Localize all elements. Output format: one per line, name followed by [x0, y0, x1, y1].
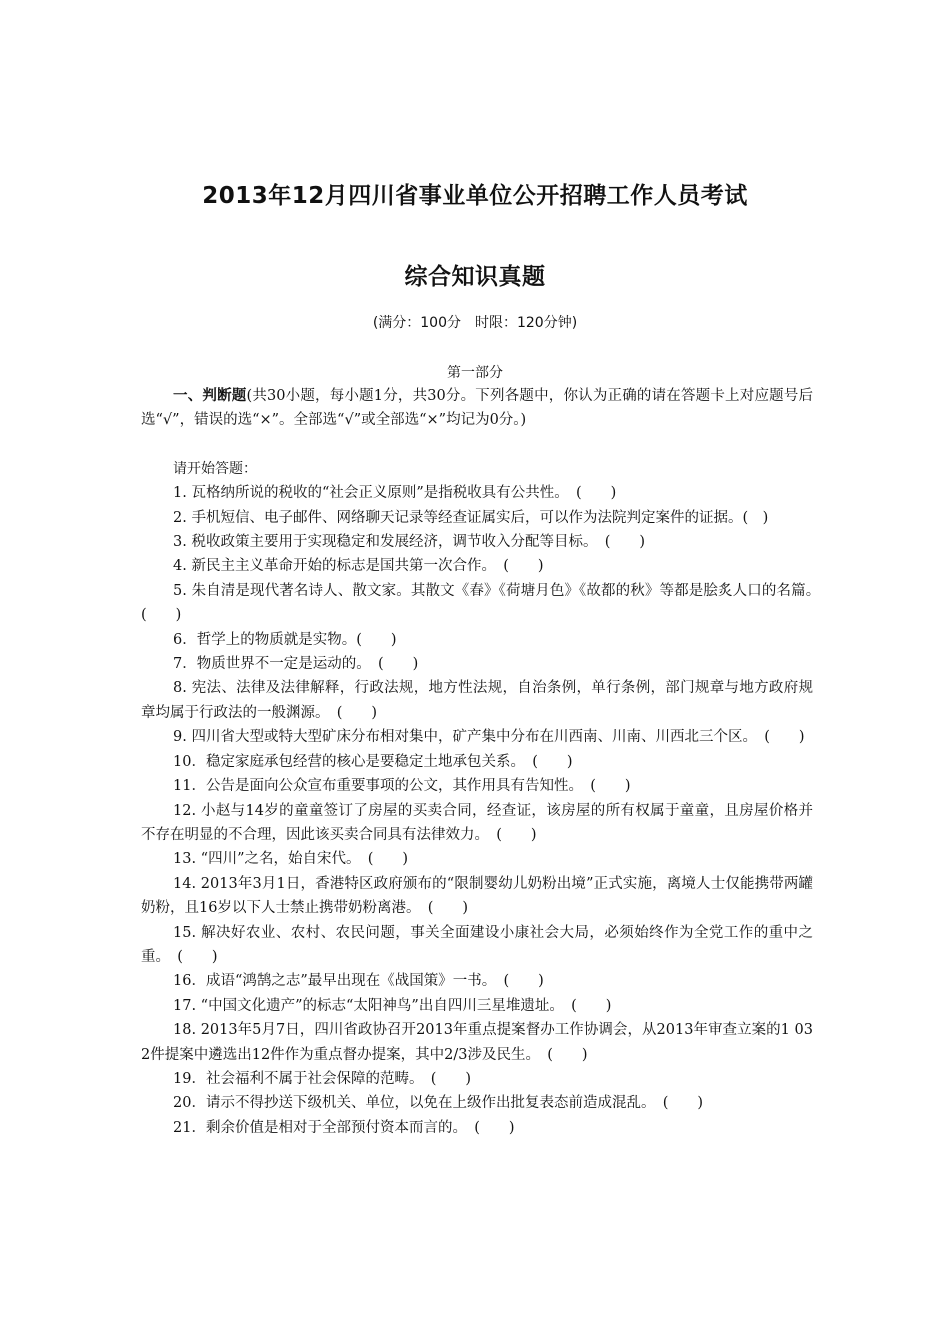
document-title-line2: 综合知识真题 [404, 264, 546, 290]
question: 2. 手机短信、电子邮件、网络聊天记录等经查证属实后，可以作为法院判定案件的证据。( ) [173, 509, 769, 526]
question: 11．公告是面向公众宣布重要事项的公文，其作用具有告知性。 ( ) [173, 778, 631, 795]
question: 20．请示不得抄送下级机关、单位，以免在上级作出批复表态前造成混乱。 ( ) [173, 1095, 704, 1112]
section-head: 一、判断题 [173, 388, 247, 404]
question: 4. 新民主主义革命开始的标志是国共第一次合作。 ( ) [173, 558, 544, 575]
question: 8. 宪法、法律及法律解释，行政法规，地方性法规，自治条例，单行条例，部门规章与地方政府规章均属于行政法的一般渊源。 ( ) [141, 680, 813, 721]
document-body [141, 384, 828, 1140]
question: 6．哲学上的物质就是实物。( ) [173, 631, 397, 648]
question: 1. 瓦格纳所说的税收的“社会正义原则”是指税收具有公共性。 ( ) [173, 485, 617, 502]
document-title-line1: 2013年12月四川省事业单位公开招聘工作人员考试 [202, 183, 748, 209]
section-instructions-text: (共30小题，每小题1分，共30分。下列各题中，你认为正确的请在答题卡上对应题号后选“√”，错误的选“×”。全部选“√”或全部选“×”均记为0分。) [141, 388, 814, 429]
question: 10．稳定家庭承包经营的核心是要稳定土地承包关系。 ( ) [173, 753, 573, 770]
question: 21．剩余价值是相对于全部预付资本而言的。 ( ) [173, 1119, 515, 1136]
question: 12. 小赵与14岁的童童签订了房屋的买卖合同，经查证，该房屋的所有权属于童童，且房屋价格并不存在明显的不合理，因此该买卖合同具有法律效力。 ( ) [141, 802, 813, 843]
question: 14. 2013年3月1日，香港特区政府颁布的“限制婴幼儿奶粉出境”正式实施，离境人士仅能携带两罐奶粉，且16岁以下人士禁止携带奶粉离港。 ( ) [141, 875, 813, 917]
question: 9. 四川省大型或特大型矿床分布相对集中，矿产集中分布在川西南、川南、川西北三个区。 ( ) [173, 729, 805, 746]
section-instructions [141, 384, 813, 433]
question: 13. “四川”之名，始自宋代。 ( ) [173, 851, 409, 868]
question: 5. 朱自清是现代著名诗人、散文家。其散文《春》《荷塘月色》《故都的秋》等都是脍炙人口的名篇。 ( ) [141, 582, 828, 624]
question: 15. 解决好农业、农村、农民问题，事关全面建设小康社会大局，必须始终作为全党工作的重中之重。 ( ) [141, 924, 813, 965]
question: 18. 2013年5月7日，四川省政协召开2013年重点提案督办工作协调会，从2013年审查立案的1 032件提案中遴选出12件作为重点督办提案，其中2/3涉及民生。 ( ) [141, 1022, 813, 1063]
question: 7．物质世界不一定是运动的。 ( ) [173, 656, 419, 673]
question: 16．成语“鸿鹄之志”最早出现在《战国策》一书。 ( ) [173, 973, 544, 990]
question: 17. “中国文化遗产”的标志“太阳神鸟”出自四川三星堆遗址。 ( ) [173, 997, 612, 1014]
start-label: 请开始答题： [173, 460, 257, 477]
question: 19．社会福利不属于社会保障的范畴。 ( ) [173, 1070, 472, 1087]
exam-meta: (满分：100分 时限：120分钟) [372, 315, 578, 331]
question: 3. 税收政策主要用于实现稳定和发展经济，调节收入分配等目标。 ( ) [173, 534, 646, 551]
part-heading: 第一部分 [447, 365, 503, 381]
